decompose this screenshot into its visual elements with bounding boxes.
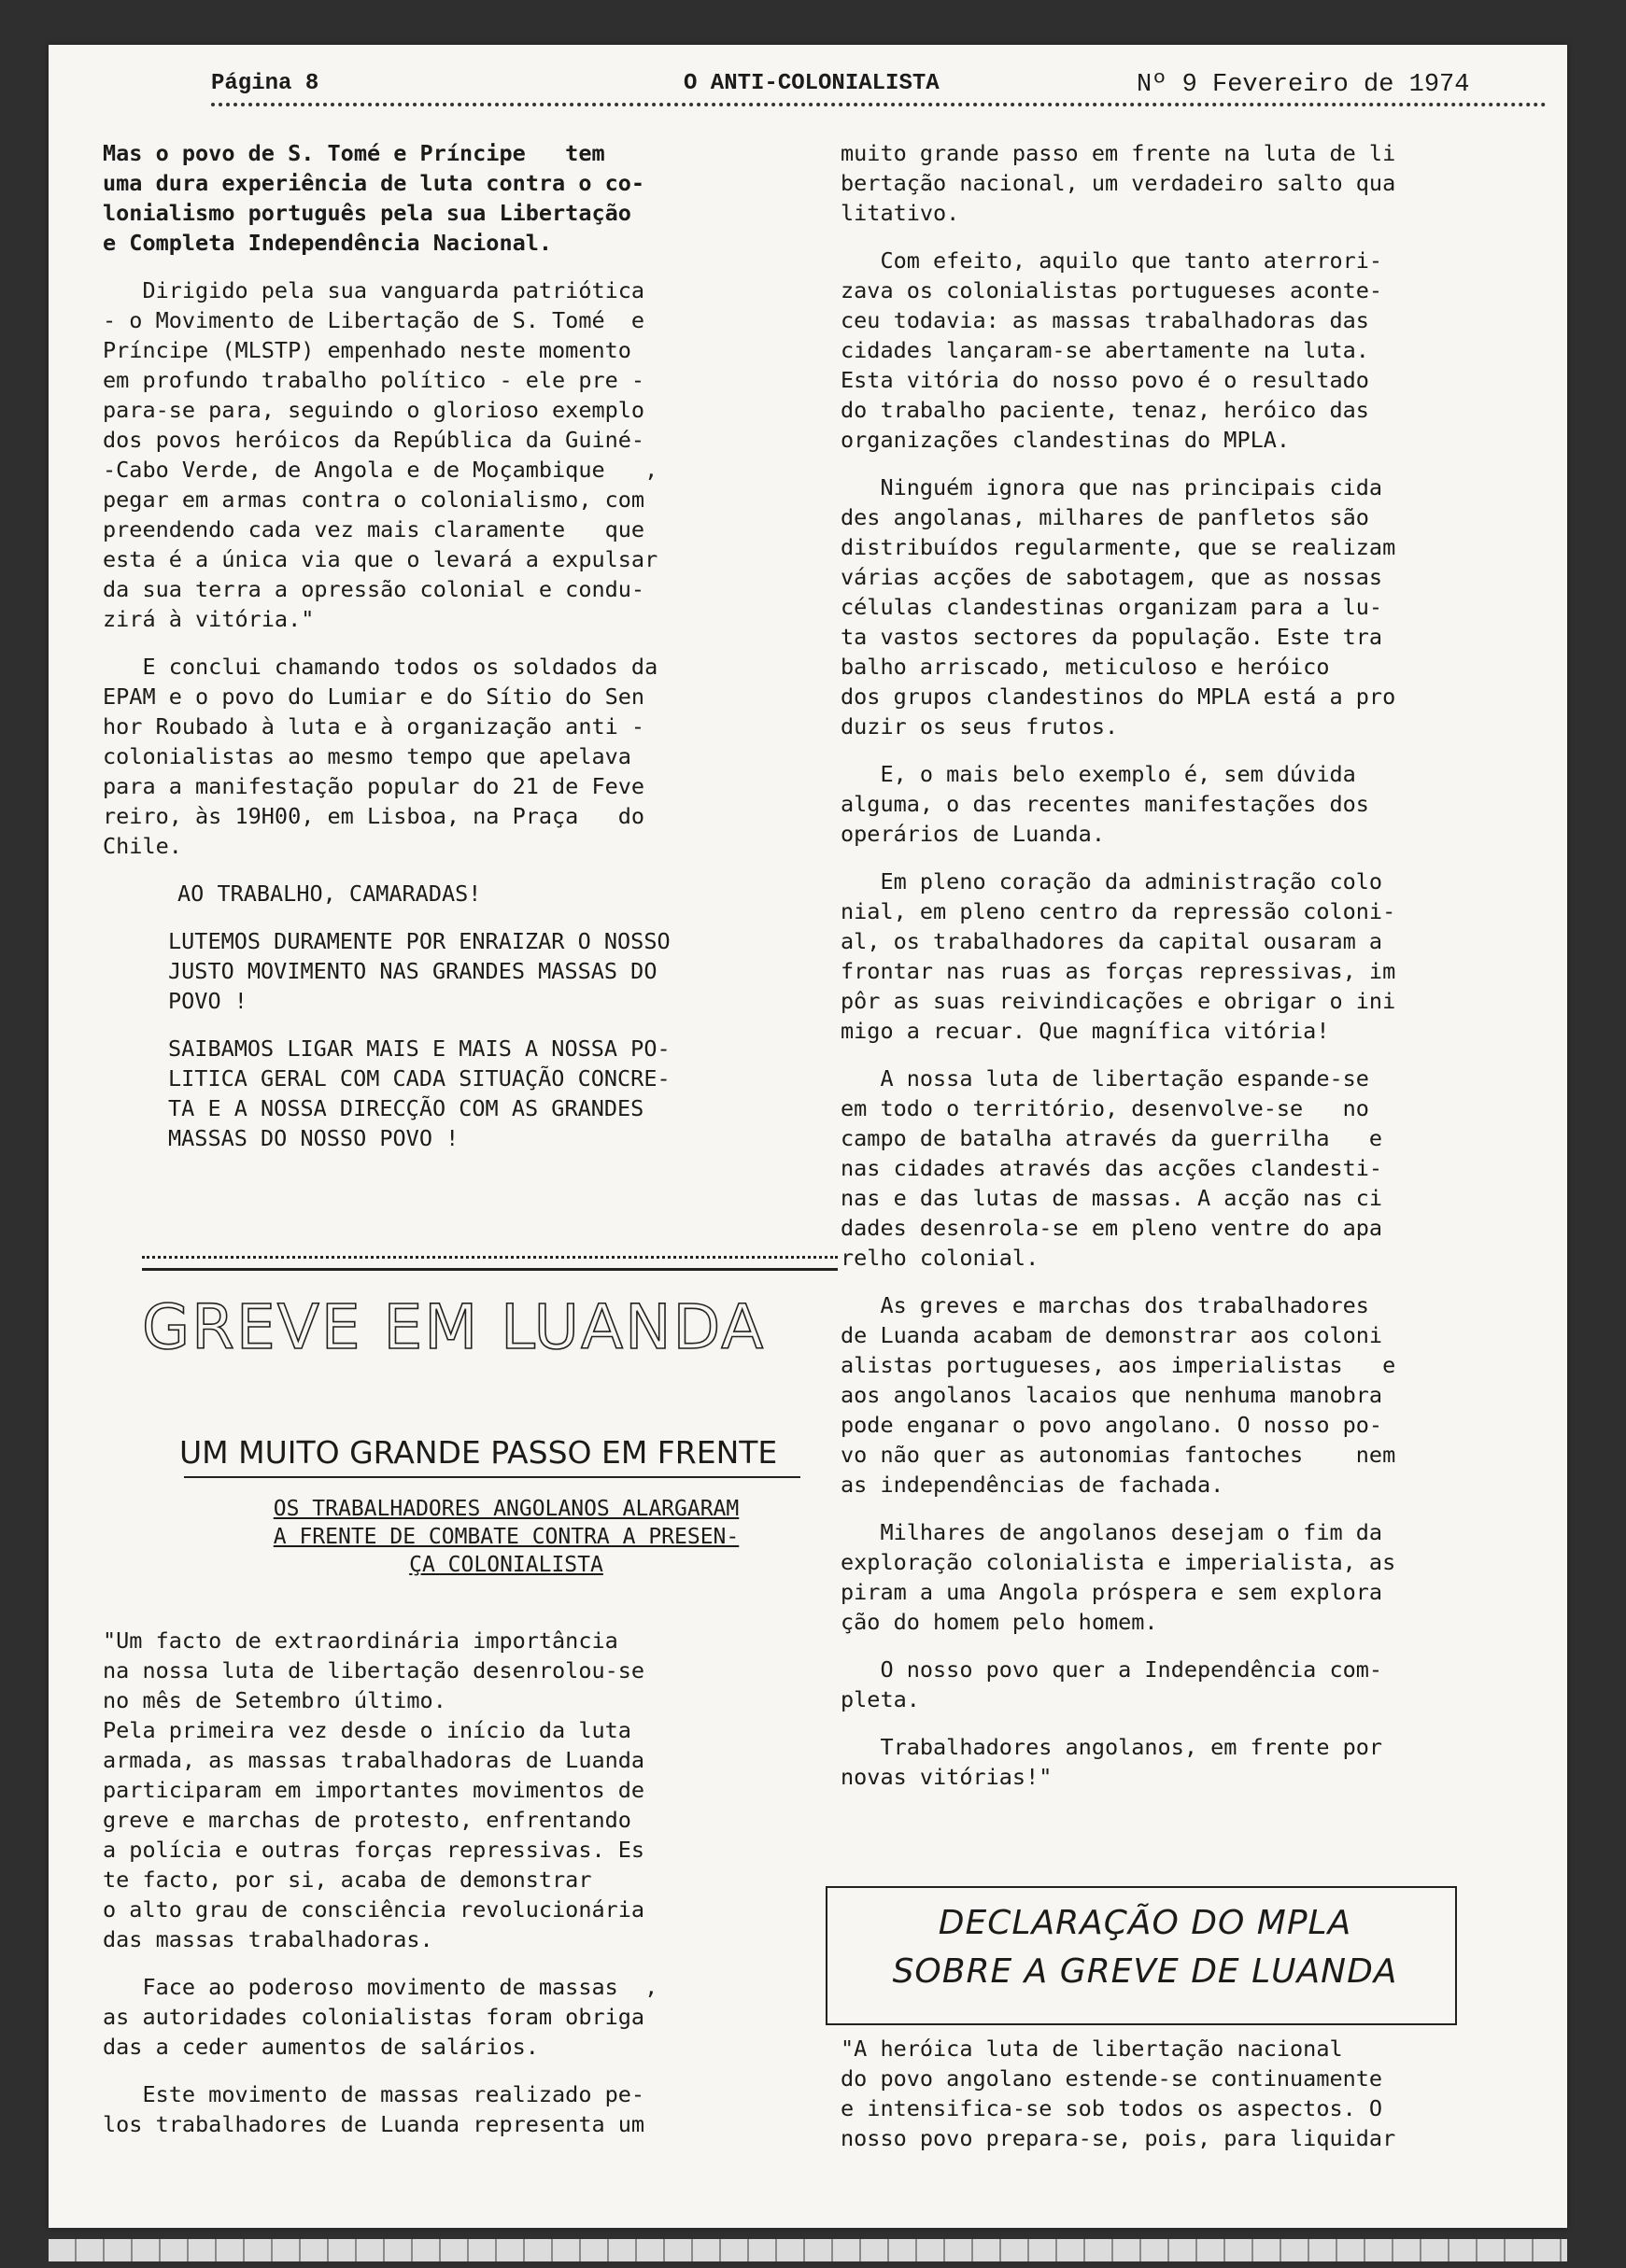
- greve-headline: GREVE EM LUANDA: [142, 1291, 766, 1363]
- scan-scale-ruler: [49, 2239, 1567, 2261]
- paragraph-sao-tome: Mas o povo de S. Tomé e Príncipe tem uma dura experiência de luta contra o co- lonialismo português pela sua Libertação e Completa Independência Nacional.: [103, 140, 645, 256]
- right-paragraph: Com efeito, aquilo que tanto aterrori- zava os colonialistas portugueses aconte- ceu todavia: as massas trabalhadoras das cidades lançaram-se abertamente na luta. Esta vitória do nosso povo é o resultado do trabalho paciente, tenaz, heróico das organizações clandestinas do MPLA.: [841, 247, 1383, 453]
- declaration-title: DECLARAÇÃO DO MPLA SOBRE A GREVE DE LUANDA: [892, 1904, 1398, 1991]
- greve-paragraph: Face ao poderoso movimento de massas , as autoridades colonialistas foram obriga das a ceder aumentos de salários.: [103, 1974, 658, 2060]
- slogan-item: SAIBAMOS LIGAR MAIS E MAIS A NOSSA PO- LITICA GERAL COM CADA SITUAÇÃO CONCRE- TA E A NOSSA DIRECÇÃO COM AS GRANDES MASSAS DO NOSSO POVO !: [168, 1035, 671, 1151]
- slogan-item: LUTEMOS DURAMENTE POR ENRAIZAR O NOSSO JUSTO MOVIMENTO NAS GRANDES MASSAS DO POVO !: [168, 928, 671, 1014]
- greve-paragraph: Este movimento de massas realizado pe- los trabalhadores de Luanda representa um: [103, 2081, 645, 2137]
- left-column: [103, 138, 887, 1171]
- declaration-paragraph: "A heróica luta de libertação nacional do povo angolano estende-se continuamente e intensifica-se sob todos os aspectos. O nosso povo prepara-se, pois, para liquidar: [841, 2036, 1396, 2151]
- greve-subheadline: UM MUITO GRANDE PASSO EM FRENTE: [179, 1434, 778, 1471]
- newspaper-title: O ANTI-COLONIALISTA: [684, 71, 940, 96]
- page-number: Página 8: [211, 71, 319, 96]
- right-paragraph: As greves e marchas dos trabalhadores de Luanda acabam de demonstrar aos coloni alistas portugueses, aos imperialistas e aos angolanos lacaios que nenhuma manobra pode enganar o povo angolano. O nosso po- vo não quer as autonomias fantoches nem as independências de fachada.: [841, 1292, 1396, 1498]
- paragraph-conclusion: E conclui chamando todos os soldados da EPAM e o povo do Lumiar e do Sítio do Sen hor Roubado à luta e à organização anti - colonialistas ao mesmo tempo que apelava para a manifestação popular do 21 de Feve reiro, às 19H00, em Lisboa, na Praça do Chile.: [103, 654, 658, 859]
- greve-kicker: OS TRABALHADORES ANGOLANOS ALARGARAM A FRENTE DE COMBATE CONTRA A PRESEN- ÇA COLONIALISTA: [273, 1497, 740, 1577]
- paragraph-mlstp: Dirigido pela sua vanguarda patriótica - o Movimento de Libertação de S. Tomé e Príncipe (MLSTP) empenhado neste momento em profundo trabalho político - ele pre - para-se para, seguindo o glorioso exemplo dos povos heróicos da República da Guiné- -Cabo Verde, de Angola e de Moçambique , pegar em armas contra o colonialismo, com preendendo cada vez mais claramente que esta é a única via que o levará a expulsar da sua terra a opressão colonial e condu- zirá à vitória.": [103, 277, 658, 632]
- right-paragraph: Trabalhadores angolanos, em frente por novas vitórias!": [841, 1734, 1383, 1790]
- issue-date: Nº 9 Fevereiro de 1974: [1137, 71, 1470, 99]
- greve-paragraph: "Um facto de extraordinária importância na nossa luta de libertação desenrolou-se no mês de Setembro último. Pela primeira vez desde o início da luta armada, as massas trabalhadoras de Luanda participaram em importantes movimentos de greve e marchas de protesto, enfrentando a polícia e outras forças repressivas. Es te facto, por si, acaba de demonstrar o alto grau de consciência revolucionária das massas trabalhadoras.: [103, 1627, 645, 1952]
- document-page: [49, 45, 1567, 2228]
- right-paragraph: O nosso povo quer a Independência com- pleta.: [841, 1656, 1383, 1712]
- declaration-article: [841, 2034, 1550, 2171]
- slogan-call: AO TRABALHO, CAMARADAS!: [177, 880, 482, 907]
- declaration-box: [826, 1886, 1457, 2025]
- right-paragraph: A nossa luta de libertação espande-se em todo o território, desenvolve-se no campo de batalha através da guerrilha e nas cidades através das acções clandesti- nas e das lutas de massas. A acção nas ci dades desenrola-se em pleno ventre do apa relho colonial.: [841, 1065, 1383, 1271]
- header-dotted-rule: [211, 103, 1547, 118]
- right-paragraph: E, o mais belo exemplo é, sem dúvida alguma, o das recentes manifestações dos operários de Luanda.: [841, 761, 1369, 847]
- right-paragraph: Em pleno coração da administração colo nial, em pleno centro da repressão coloni- al, os trabalhadores da capital ousaram a frontar nas ruas as forças repressivas, im pôr as suas reivindicações e obrigar o ini migo a recuar. Que magnífica vitória!: [841, 868, 1396, 1044]
- greve-article: [103, 1626, 887, 2157]
- right-paragraph: Ninguém ignora que nas principais cida des angolanas, milhares de panfletos são distribuídos regularmente, que se realizam várias acções de sabotagem, que as nossas células clandestinas organizam para a lu- ta vastos sectores da população. Este tra balho arriscado, meticuloso e heróico dos grupos clandestinos do MPLA está a pro duzir os seus frutos.: [841, 474, 1396, 740]
- right-paragraph: muito grande passo em frente na luta de li bertação nacional, um verdadeiro salto qua litativo.: [841, 140, 1396, 226]
- subheadline-rule: [184, 1476, 800, 1478]
- page-header: [161, 71, 1515, 136]
- section-divider: [142, 1256, 838, 1271]
- right-paragraph: Milhares de angolanos desejam o fim da exploração colonialista e imperialista, as piram a uma Angola próspera e sem explora ção do homem pelo homem.: [841, 1519, 1396, 1635]
- right-column: [841, 138, 1550, 1810]
